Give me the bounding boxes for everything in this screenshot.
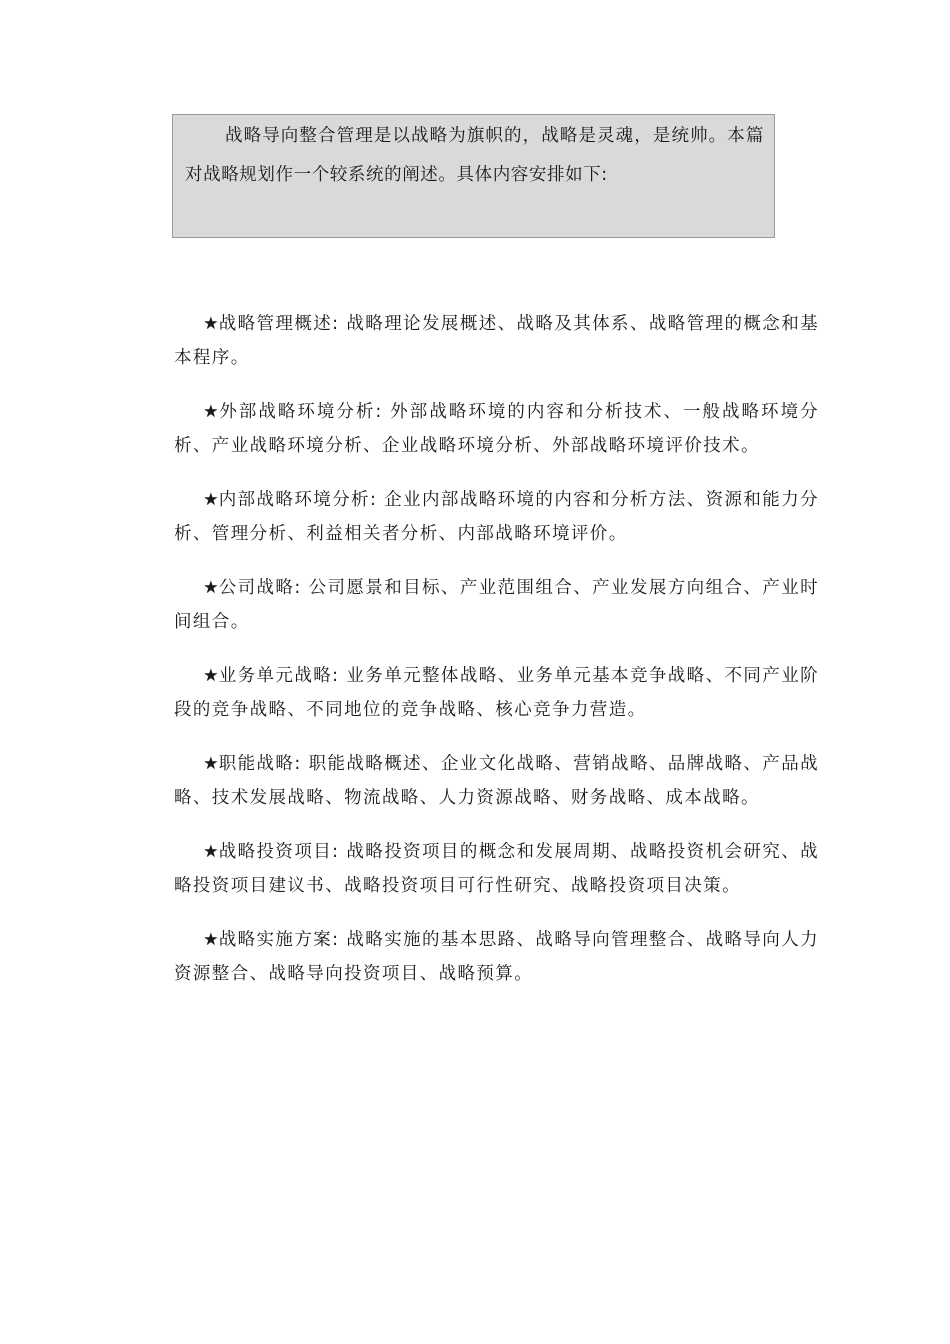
list-item-text: 战略管理概述: 战略理论发展概述、战略及其体系、战略管理的概念和基本程序。 — [174, 314, 819, 368]
star-icon: ★ — [203, 666, 219, 686]
list-item-text: 战略实施方案: 战略实施的基本思路、战略导向管理整合、战略导向人力资源整合、战略导向投资项目、战略预算。 — [174, 930, 819, 984]
star-icon: ★ — [203, 578, 219, 598]
list-item-text: 战略投资项目: 战略投资项目的概念和发展周期、战略投资机会研究、战略投资项目建议书、战略投资项目可行性研究、战略投资项目决策。 — [174, 842, 819, 896]
star-icon: ★ — [203, 930, 219, 950]
intro-box — [172, 114, 775, 238]
list-item — [174, 571, 819, 639]
list-item-text: 外部战略环境分析: 外部战略环境的内容和分析技术、一般战略环境分析、产业战略环境分析、企业战略环境分析、外部战略环境评价技术。 — [174, 402, 819, 456]
list-item-text: 业务单元战略: 业务单元整体战略、业务单元基本竞争战略、不同产业阶段的竞争战略、不同地位的竞争战略、核心竞争力营造。 — [174, 666, 819, 720]
list-item-text: 公司战略: 公司愿景和目标、产业范围组合、产业发展方向组合、产业时间组合。 — [174, 578, 819, 632]
list-item — [174, 835, 819, 903]
list-item — [174, 659, 819, 727]
list-item — [174, 483, 819, 551]
list-item-text: 职能战略: 职能战略概述、企业文化战略、营销战略、品牌战略、产品战略、技术发展战略、物流战略、人力资源战略、财务战略、成本战略。 — [174, 754, 819, 808]
star-icon: ★ — [203, 754, 219, 774]
star-icon: ★ — [203, 314, 219, 334]
list-item-text: 内部战略环境分析: 企业内部战略环境的内容和分析方法、资源和能力分析、管理分析、利益相关者分析、内部战略环境评价。 — [174, 490, 819, 544]
outline-list — [174, 307, 819, 1011]
list-item — [174, 307, 819, 375]
list-item — [174, 395, 819, 463]
list-item — [174, 747, 819, 815]
star-icon: ★ — [203, 402, 220, 422]
star-icon: ★ — [203, 842, 219, 862]
list-item — [174, 923, 819, 991]
intro-text: 战略导向整合管理是以战略为旗帜的，战略是灵魂，是统帅。本篇对战略规划作一个较系统的阐述。具体内容安排如下: — [185, 126, 764, 185]
star-icon: ★ — [203, 490, 219, 510]
